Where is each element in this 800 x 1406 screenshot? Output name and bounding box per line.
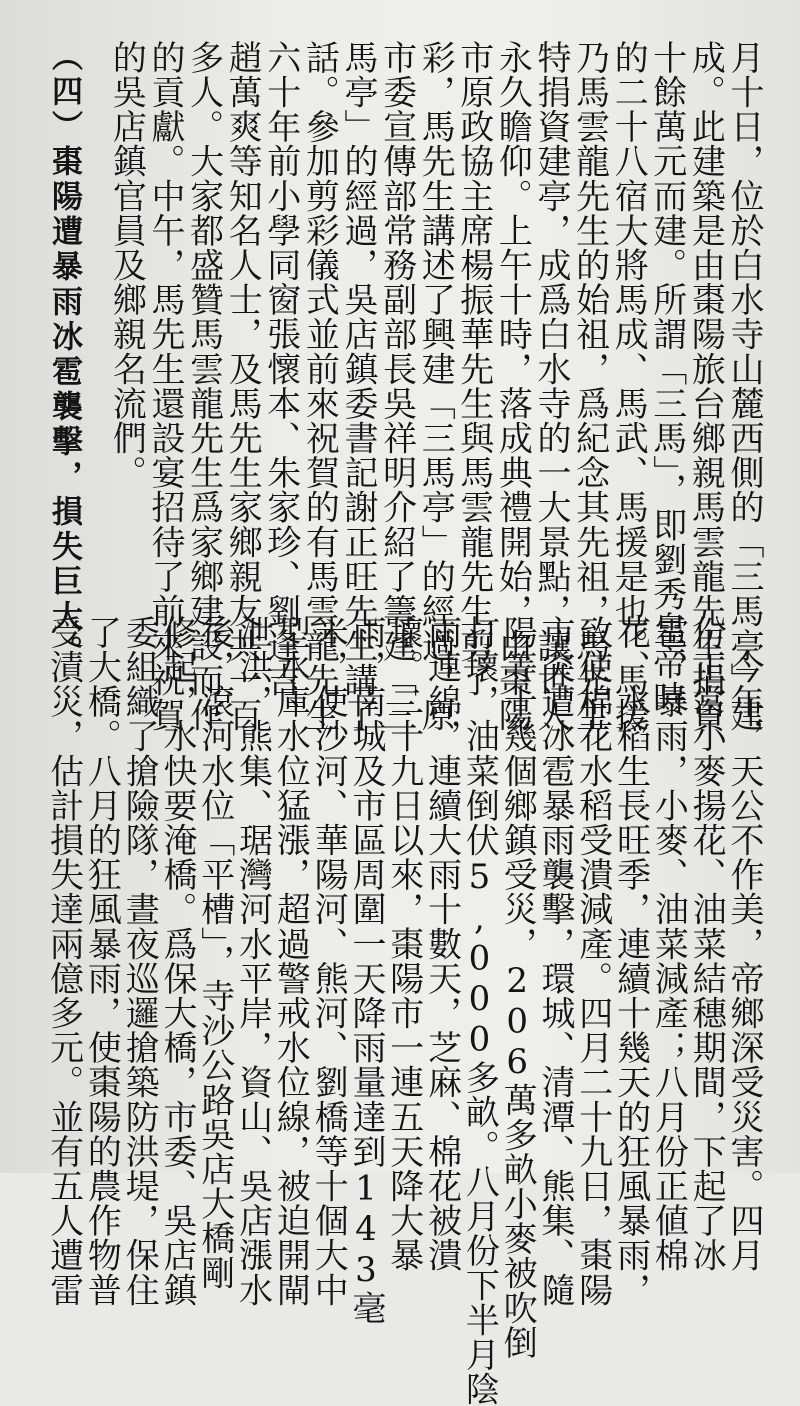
text-column: 十餘萬元而建。所謂「三馬」，即劉秀皇帝時 [646,40,687,715]
text-column: 泄洪，熊集、琚灣河水平岸，資山、吳店漲水 [232,615,273,1307]
text-column: 後，滾河水位「平槽」，寺沙公路吳店大橋剛 [194,615,235,1290]
text-column: 永久瞻仰。上午十時，落成典禮開始，由棗陽 [492,40,533,732]
text-column: 陽等十幾個鄉鎮受災，206萬多畝小麥被吹倒 [497,615,538,1360]
text-column: 雨，南城及市區周圍一天降雨量達到143毫 [346,615,386,1325]
text-column: 受漬災，估計損失達兩億多元。並有五人遭雷 [43,615,84,1307]
section-title: 棗陽遭暴雨冰雹襲擊，損失巨大。 [46,145,82,670]
text-column: 份正當小麥揚花、油菜結穗期間，下起了冰 [686,615,727,1273]
text-column: 打壞，油菜倒伏5,000多畝。八月份下半月陰 [459,615,500,1406]
section-heading [44,40,84,670]
text-column: 了大橋。八月的狂風暴雨，使棗陽的農作物普 [81,615,122,1307]
text-column: 彩，馬先生講述了興建「三馬亭」的經過，原 [415,40,456,732]
text-column: 委組織了搶險隊，晝夜巡邏搶築防洪堤，保住 [119,615,160,1307]
text-column: 市突遭冰雹暴雨襲擊，環城、清潭、熊集、隨 [535,615,575,1307]
text-column: 多人。大家都盛贊馬雲龍先生爲家鄉建設而作 [183,40,224,732]
text-column: 今年，天公不作美，帝鄉深受災害。四月 [724,615,764,1273]
text-column: 六十年前小學同窗張懷本、朱家珍、劉逢吉、 [260,40,301,732]
text-column: 花、水稻生長旺季，連續十幾天的狂風暴雨， [610,615,651,1307]
text-column: 話。參加剪彩儀式並前來祝賀的有馬雲龍先生 [299,40,340,732]
text-column: 成。此建築是由棗陽旅台鄉親馬雲龍先生捐資 [685,40,726,732]
text-column: 的二十八宿大將馬成、馬武、馬援是也。馬援 [608,40,649,732]
text-column: 型水庫水位猛漲，超過警戒水位線，被迫開閘 [270,615,311,1307]
text-column: 特捐資建亭，成爲白水寺的一大景點，讓世人 [531,40,571,732]
text-column: 修起，水快要淹橋。爲保大橋，市委、吳店鎮 [157,615,197,1307]
text-column: 馬亭」的經過，吳店鎮委書記謝正旺先生講了 [338,40,378,732]
text-column: 月十日，位於白水寺山麓西側的「三馬亭」建 [724,40,764,732]
text-column: 市原政協主席楊振華先生與馬雲龍先生剪了 [453,40,494,698]
text-column: 致使棉花水稻受潰減產。四月二十九日，棗陽 [572,615,613,1307]
text-column: 乃馬雲龍先生的始祖，爲紀念其先祖，馬先生 [569,40,610,732]
text-column: 壞。二十九日以來，棗陽市一連五天降大暴 [383,615,424,1273]
text-column: 的貢獻。中午，馬先生還設宴招待了前來祝賀 [145,40,185,732]
text-column: 雨連綿，連續大雨十數天，芝麻、棉花被潰 [421,615,462,1273]
text-column: 趙萬爽等知名人士，及馬先生家鄉親友共一百 [222,40,263,732]
section-number: （四） [46,40,82,145]
text-column: 雹、暴雨，小麥、油菜減產；八月份正値棉 [648,615,689,1273]
text-column: 米，使沙河、華陽河、熊河、劉橋等十個大中 [308,615,349,1307]
text-column: 市委宣傳部常務副部長吳祥明介紹了籌建「三 [376,40,417,732]
text-column: 的吳店鎮官員及鄉親名流們。 [106,40,147,490]
